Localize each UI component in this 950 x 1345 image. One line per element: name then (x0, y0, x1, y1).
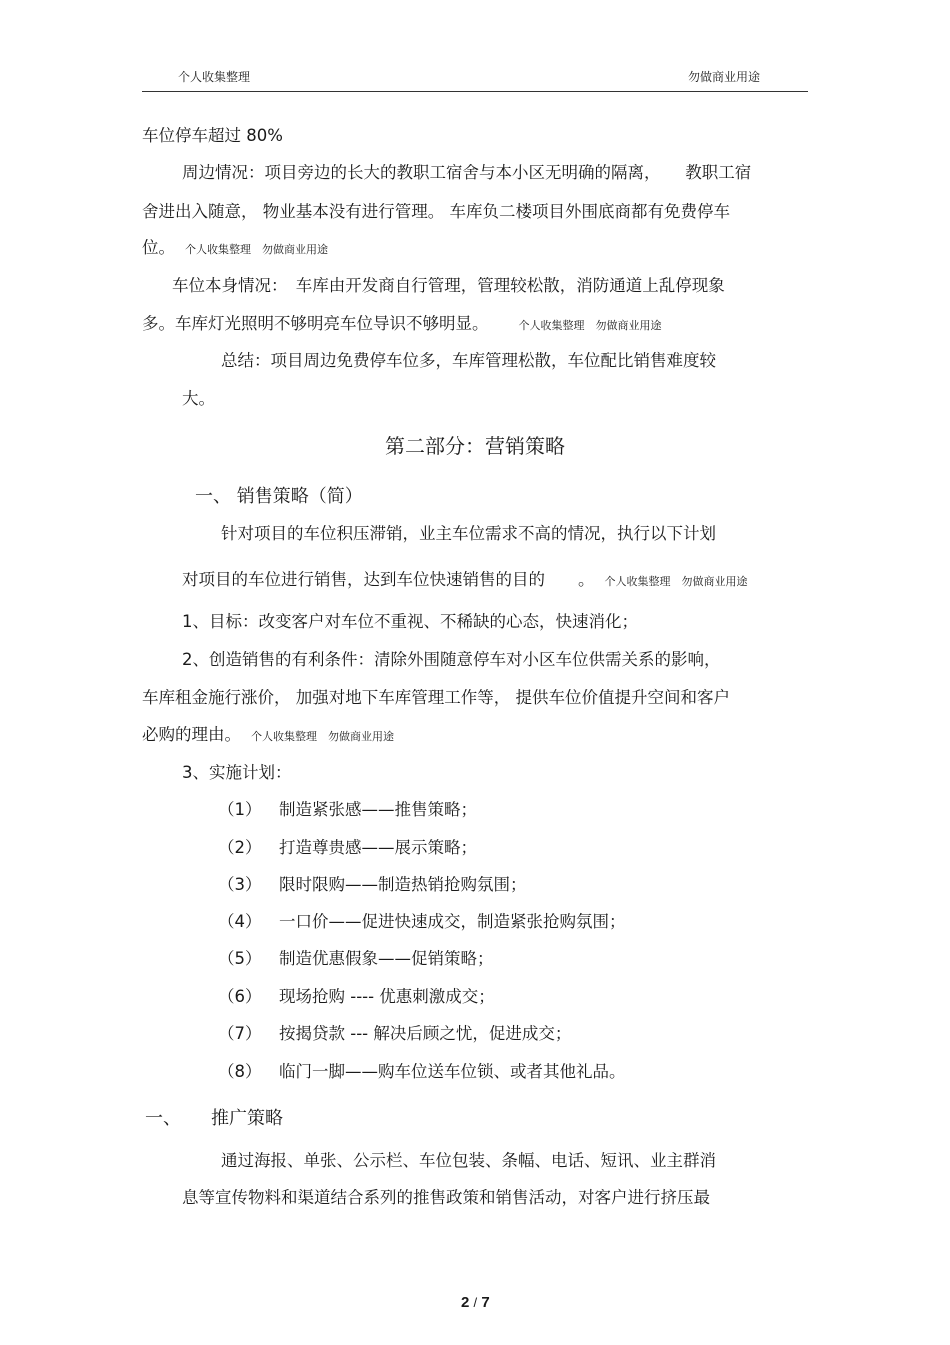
paragraph-line: 车位停车超过 80% (142, 126, 283, 145)
paragraph-line: 大。 (182, 389, 215, 408)
page-total: 7 (481, 1294, 490, 1311)
paragraph-text: 位。 (142, 238, 175, 257)
list-item: 1、目标：改变客户对车位不重视、不稀缺的心态，快速消化； (182, 612, 638, 631)
plan-item-number: （4） (218, 912, 262, 931)
watermark-text: 个人收集整理 勿做商业用途 (185, 243, 328, 256)
header-rule (142, 91, 808, 92)
section-title: 第二部分：营销策略 (385, 434, 565, 458)
plan-item-number: （3） (218, 875, 262, 894)
paragraph-text: 多。车库灯光照明不够明亮车位导识不够明显。 (142, 314, 489, 333)
plan-item-text: 一口价——促进快速成交，制造紧张抢购氛围； (279, 912, 626, 931)
page-indicator (461, 1294, 490, 1311)
paragraph-line: 车库租金施行涨价， 加强对地下车库管理工作等， 提供车位价值提升空间和客户 (142, 688, 730, 707)
page-current: 2 (461, 1294, 470, 1311)
list-item: 3、实施计划： (182, 763, 292, 782)
plan-item-text: 临门一脚——购车位送车位锁、或者其他礼品。 (279, 1062, 626, 1081)
plan-item-text: 现场抢购 ---- 优惠刺激成交； (279, 987, 495, 1006)
plan-item-text: 限时限购——制造热销抢购氛围； (279, 875, 527, 894)
plan-item-text: 制造优惠假象——促销策略； (279, 949, 494, 968)
list-item: 2、创造销售的有利条件：清除外围随意停车对小区车位供需关系的影响， (182, 650, 721, 669)
page-separator: / (473, 1295, 478, 1310)
paragraph-line: 总结：项目周边免费停车位多，车库管理松散，车位配比销售难度较 (221, 351, 716, 370)
plan-item-number: （6） (218, 987, 262, 1006)
watermark-text: 个人收集整理 勿做商业用途 (604, 575, 748, 588)
plan-item-number: （8） (218, 1062, 262, 1081)
plan-item-text: 制造紧张感——推售策略； (279, 800, 477, 819)
paragraph-line: 针对项目的车位积压滞销，业主车位需求不高的情况，执行以下计划 (221, 524, 716, 543)
paragraph-text: 必购的理由。 (142, 725, 241, 744)
paragraph-line: 通过海报、单张、公示栏、车位包装、条幅、电话、短讯、业主群消 (221, 1151, 716, 1170)
plan-item-text: 按揭贷款 --- 解决后顾之忧，促进成交； (279, 1024, 572, 1043)
paragraph-line: 舍进出入随意， 物业基本没有进行管理。 车库负二楼项目外围底商都有免费停车 (142, 202, 730, 221)
subheading-promotion-strategy: 推广策略 (211, 1108, 283, 1129)
paragraph-line (142, 725, 394, 747)
plan-item-number: （2） (218, 838, 262, 857)
header-left: 个人收集整理 (178, 70, 251, 84)
plan-item-number: （7） (218, 1024, 262, 1043)
plan-item-number: （1） (218, 800, 262, 819)
paragraph-line: 周边情况：项目旁边的长大的教职工宿舍与本小区无明确的隔离， 教职工宿 (182, 163, 752, 182)
subheading-number: 一、 (145, 1108, 181, 1129)
watermark-text: 个人收集整理 勿做商业用途 (251, 730, 394, 743)
paragraph-line: 车位本身情况： 车库由开发商自行管理，管理较松散，消防通道上乱停现象 (172, 276, 725, 295)
header-right: 勿做商业用途 (688, 70, 761, 84)
paragraph-line (182, 570, 748, 592)
paragraph-line (142, 314, 662, 336)
watermark-text: 个人收集整理 勿做商业用途 (518, 319, 662, 332)
plan-item-number: （5） (218, 949, 262, 968)
paragraph-text: 对项目的车位进行销售，达到车位快速销售的目的 。 (182, 570, 595, 589)
subheading-sales-strategy: 一、 销售策略（简） (195, 486, 363, 507)
plan-item-text: 打造尊贵感——展示策略； (279, 838, 477, 857)
paragraph-line (142, 238, 328, 260)
paragraph-line: 息等宣传物料和渠道结合系列的推售政策和销售活动，对客户进行挤压最 (182, 1188, 710, 1207)
